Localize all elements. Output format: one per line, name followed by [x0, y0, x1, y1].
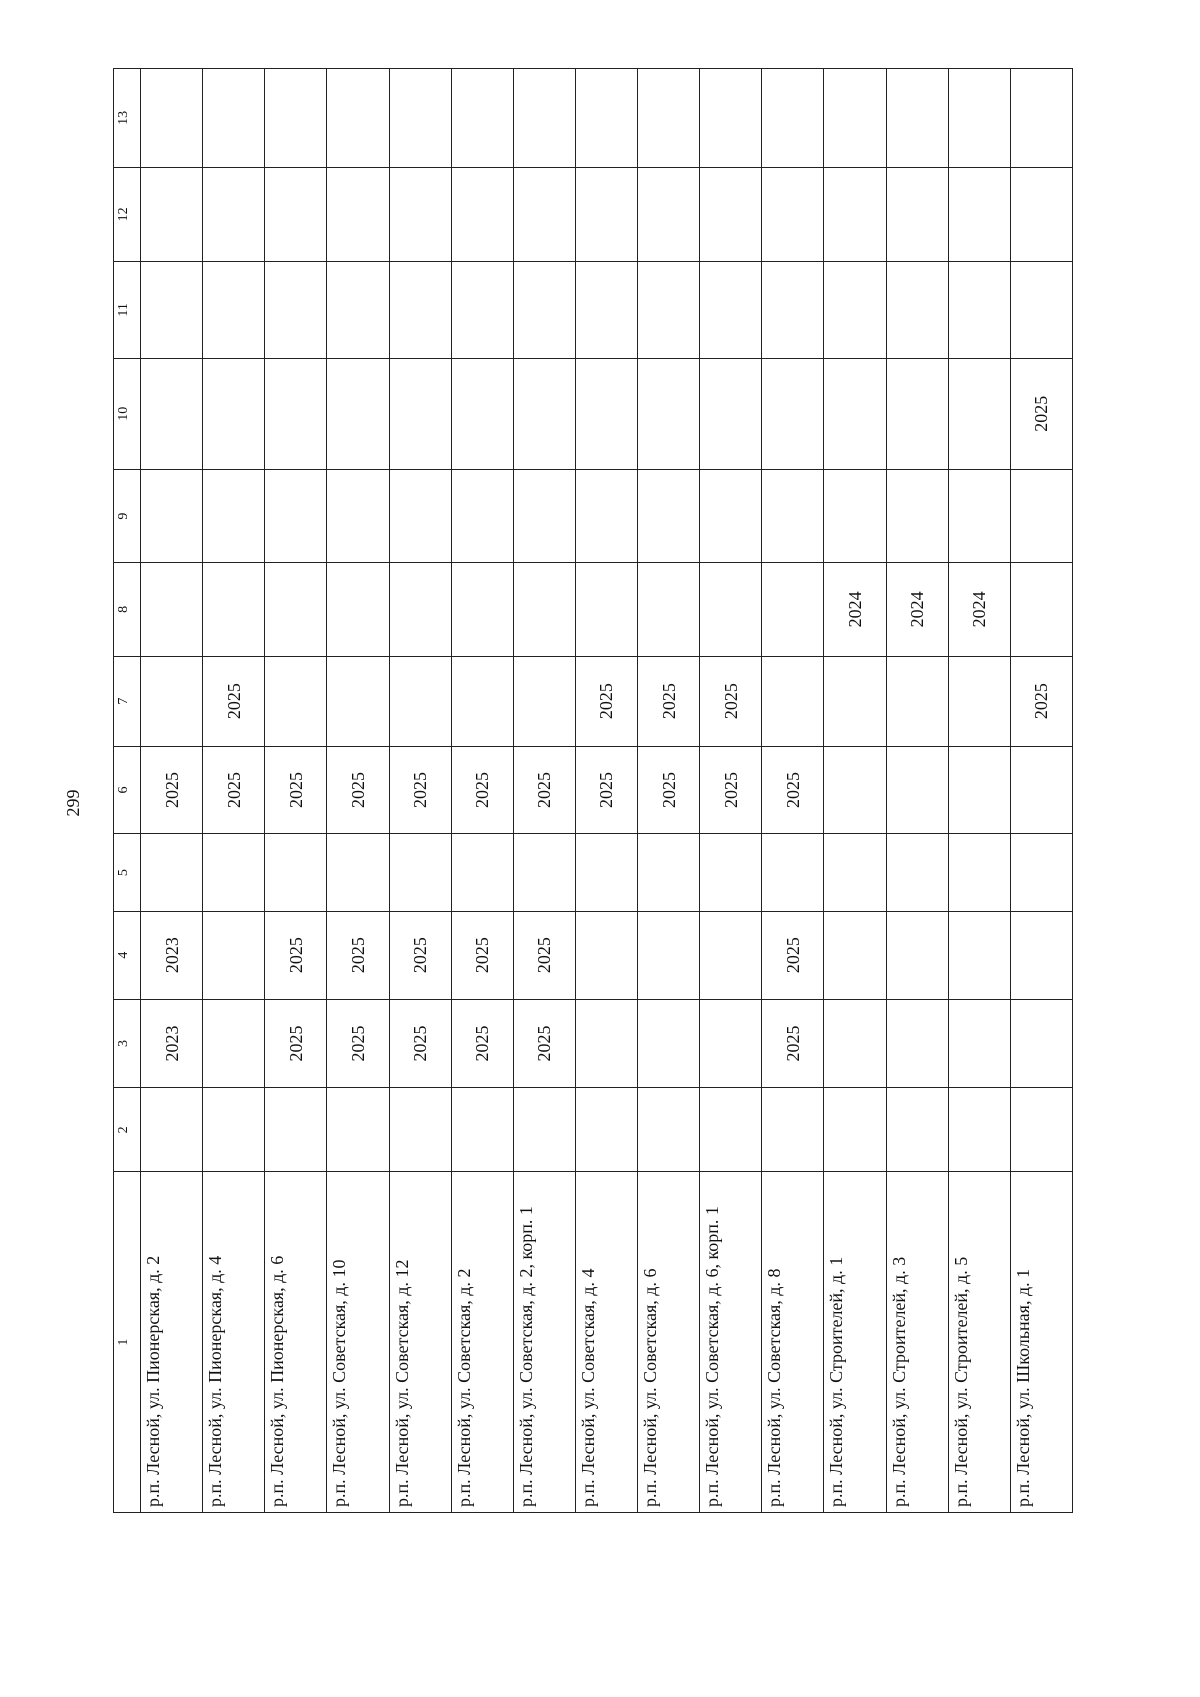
address-cell: р.п. Лесной, ул. Советская, д. 8	[762, 1172, 824, 1513]
year-cell-c10	[265, 358, 327, 469]
year-cell-c9	[1010, 470, 1072, 563]
address-cell: р.п. Лесной, ул. Пионерская, д. 4	[203, 1172, 265, 1513]
address-cell: р.п. Лесной, ул. Школьная, д. 1	[1010, 1172, 1072, 1513]
year-cell-c13	[389, 69, 451, 168]
year-cell-c3	[203, 999, 265, 1088]
year-cell-c9	[762, 470, 824, 563]
year-cell-c13	[327, 69, 389, 168]
table-row	[762, 69, 824, 1513]
year-cell-c3	[824, 999, 886, 1088]
year-cell-c6: 2025	[203, 746, 265, 834]
year-cell-c3	[575, 999, 637, 1088]
year-cell-c7	[389, 656, 451, 746]
year-cell-c10	[141, 358, 203, 469]
schedule-table	[113, 68, 1073, 1513]
year-cell-c13	[762, 69, 824, 168]
year-cell-c13	[1010, 69, 1072, 168]
year-cell-c9	[203, 470, 265, 563]
year-cell-c10	[700, 358, 762, 469]
year-cell-c9	[327, 470, 389, 563]
year-cell-c11	[948, 262, 1010, 358]
page-number: 299	[63, 789, 83, 817]
year-cell-c11	[203, 262, 265, 358]
year-cell-c2	[389, 1088, 451, 1172]
year-cell-c13	[203, 69, 265, 168]
header-row	[114, 69, 141, 1513]
year-cell-c9	[389, 470, 451, 563]
column-header-9: 9	[114, 470, 141, 563]
year-cell-c5	[327, 834, 389, 911]
year-cell-c6: 2025	[513, 746, 575, 834]
year-cell-c7	[513, 656, 575, 746]
table-row	[638, 69, 700, 1513]
year-cell-c5	[141, 834, 203, 911]
year-cell-c5	[575, 834, 637, 911]
year-cell-c6: 2025	[327, 746, 389, 834]
year-cell-c2	[638, 1088, 700, 1172]
year-cell-c11	[389, 262, 451, 358]
year-cell-c4: 2025	[513, 911, 575, 999]
table-row	[1010, 69, 1072, 1513]
year-cell-c7: 2025	[575, 656, 637, 746]
column-header-4: 4	[114, 911, 141, 999]
column-header-10: 10	[114, 358, 141, 469]
year-cell-c12	[824, 167, 886, 261]
year-cell-c8	[700, 563, 762, 656]
year-cell-c9	[513, 470, 575, 563]
year-cell-c12	[451, 167, 513, 261]
year-cell-c6: 2025	[762, 746, 824, 834]
year-cell-c9	[575, 470, 637, 563]
year-cell-c10	[762, 358, 824, 469]
year-cell-c6: 2025	[575, 746, 637, 834]
year-cell-c3: 2025	[389, 999, 451, 1088]
year-cell-c9	[451, 470, 513, 563]
year-cell-c6	[1010, 746, 1072, 834]
year-cell-c2	[513, 1088, 575, 1172]
address-cell: р.п. Лесной, ул. Пионерская, д. 2	[141, 1172, 203, 1513]
table-row	[513, 69, 575, 1513]
year-cell-c2	[1010, 1088, 1072, 1172]
year-cell-c11	[451, 262, 513, 358]
year-cell-c5	[451, 834, 513, 911]
year-cell-c10	[389, 358, 451, 469]
year-cell-c8	[1010, 563, 1072, 656]
address-cell: р.п. Лесной, ул. Советская, д. 6, корп. 1	[700, 1172, 762, 1513]
year-cell-c10	[327, 358, 389, 469]
year-cell-c9	[638, 470, 700, 563]
year-cell-c3: 2025	[265, 999, 327, 1088]
year-cell-c5	[203, 834, 265, 911]
year-cell-c13	[824, 69, 886, 168]
address-cell: р.п. Лесной, ул. Строителей, д. 5	[948, 1172, 1010, 1513]
table-row	[141, 69, 203, 1513]
year-cell-c11	[141, 262, 203, 358]
rotated-table-container	[113, 68, 1073, 1513]
year-cell-c3: 2023	[141, 999, 203, 1088]
column-header-13: 13	[114, 69, 141, 168]
year-cell-c3	[638, 999, 700, 1088]
year-cell-c4: 2025	[389, 911, 451, 999]
column-header-8: 8	[114, 563, 141, 656]
year-cell-c7	[451, 656, 513, 746]
address-cell: р.п. Лесной, ул. Советская, д. 2	[451, 1172, 513, 1513]
table-row	[327, 69, 389, 1513]
year-cell-c11	[513, 262, 575, 358]
year-cell-c8	[638, 563, 700, 656]
year-cell-c2	[700, 1088, 762, 1172]
year-cell-c13	[513, 69, 575, 168]
year-cell-c13	[886, 69, 948, 168]
table-row	[451, 69, 513, 1513]
year-cell-c2	[575, 1088, 637, 1172]
year-cell-c12	[389, 167, 451, 261]
year-cell-c11	[886, 262, 948, 358]
year-cell-c12	[762, 167, 824, 261]
year-cell-c10	[203, 358, 265, 469]
year-cell-c8	[141, 563, 203, 656]
table-row	[700, 69, 762, 1513]
year-cell-c7: 2025	[1010, 656, 1072, 746]
year-cell-c2	[203, 1088, 265, 1172]
year-cell-c2	[824, 1088, 886, 1172]
year-cell-c4	[575, 911, 637, 999]
year-cell-c6: 2025	[700, 746, 762, 834]
year-cell-c7	[886, 656, 948, 746]
year-cell-c12	[327, 167, 389, 261]
year-cell-c5	[265, 834, 327, 911]
year-cell-c5	[700, 834, 762, 911]
year-cell-c4: 2025	[451, 911, 513, 999]
year-cell-c8: 2024	[886, 563, 948, 656]
year-cell-c12	[886, 167, 948, 261]
year-cell-c6	[824, 746, 886, 834]
year-cell-c7	[824, 656, 886, 746]
year-cell-c8	[327, 563, 389, 656]
year-cell-c11	[762, 262, 824, 358]
year-cell-c11	[638, 262, 700, 358]
year-cell-c10	[824, 358, 886, 469]
year-cell-c5	[1010, 834, 1072, 911]
year-cell-c4	[886, 911, 948, 999]
year-cell-c11	[824, 262, 886, 358]
address-cell: р.п. Лесной, ул. Советская, д. 6	[638, 1172, 700, 1513]
year-cell-c10	[575, 358, 637, 469]
year-cell-c6	[886, 746, 948, 834]
year-cell-c7: 2025	[700, 656, 762, 746]
address-cell: р.п. Лесной, ул. Советская, д. 10	[327, 1172, 389, 1513]
year-cell-c8	[203, 563, 265, 656]
year-cell-c4	[948, 911, 1010, 999]
year-cell-c8	[513, 563, 575, 656]
address-cell: р.п. Лесной, ул. Советская, д. 2, корп. 1	[513, 1172, 575, 1513]
year-cell-c6: 2025	[141, 746, 203, 834]
year-cell-c11	[1010, 262, 1072, 358]
year-cell-c6: 2025	[389, 746, 451, 834]
year-cell-c11	[575, 262, 637, 358]
year-cell-c2	[327, 1088, 389, 1172]
year-cell-c10: 2025	[1010, 358, 1072, 469]
year-cell-c3: 2025	[762, 999, 824, 1088]
year-cell-c12	[513, 167, 575, 261]
year-cell-c13	[700, 69, 762, 168]
year-cell-c3: 2025	[327, 999, 389, 1088]
year-cell-c4	[203, 911, 265, 999]
year-cell-c7: 2025	[203, 656, 265, 746]
year-cell-c10	[451, 358, 513, 469]
year-cell-c12	[948, 167, 1010, 261]
year-cell-c12	[575, 167, 637, 261]
year-cell-c7	[762, 656, 824, 746]
year-cell-c5	[948, 834, 1010, 911]
year-cell-c9	[824, 470, 886, 563]
year-cell-c2	[451, 1088, 513, 1172]
year-cell-c10	[513, 358, 575, 469]
year-cell-c6: 2025	[638, 746, 700, 834]
column-header-12: 12	[114, 167, 141, 261]
year-cell-c4	[638, 911, 700, 999]
year-cell-c12	[638, 167, 700, 261]
year-cell-c4: 2023	[141, 911, 203, 999]
table-row	[824, 69, 886, 1513]
address-cell: р.п. Лесной, ул. Советская, д. 4	[575, 1172, 637, 1513]
column-header-1: 1	[114, 1172, 141, 1513]
year-cell-c4	[700, 911, 762, 999]
year-cell-c5	[824, 834, 886, 911]
year-cell-c13	[575, 69, 637, 168]
address-cell: р.п. Лесной, ул. Пионерская, д. 6	[265, 1172, 327, 1513]
table-row	[265, 69, 327, 1513]
year-cell-c10	[886, 358, 948, 469]
year-cell-c9	[886, 470, 948, 563]
year-cell-c5	[886, 834, 948, 911]
year-cell-c9	[141, 470, 203, 563]
year-cell-c3	[948, 999, 1010, 1088]
column-header-6: 6	[114, 746, 141, 834]
year-cell-c5	[762, 834, 824, 911]
year-cell-c5	[638, 834, 700, 911]
year-cell-c2	[948, 1088, 1010, 1172]
column-header-2: 2	[114, 1088, 141, 1172]
column-header-11: 11	[114, 262, 141, 358]
year-cell-c2	[886, 1088, 948, 1172]
year-cell-c12	[141, 167, 203, 261]
year-cell-c3	[886, 999, 948, 1088]
year-cell-c6: 2025	[265, 746, 327, 834]
year-cell-c13	[141, 69, 203, 168]
year-cell-c2	[141, 1088, 203, 1172]
year-cell-c5	[389, 834, 451, 911]
year-cell-c8	[451, 563, 513, 656]
year-cell-c2	[265, 1088, 327, 1172]
column-header-7: 7	[114, 656, 141, 746]
column-header-3: 3	[114, 999, 141, 1088]
year-cell-c12	[1010, 167, 1072, 261]
year-cell-c13	[948, 69, 1010, 168]
year-cell-c3	[1010, 999, 1072, 1088]
year-cell-c4: 2025	[327, 911, 389, 999]
year-cell-c9	[265, 470, 327, 563]
year-cell-c8	[389, 563, 451, 656]
year-cell-c8	[265, 563, 327, 656]
year-cell-c4: 2025	[762, 911, 824, 999]
year-cell-c8	[575, 563, 637, 656]
year-cell-c7	[265, 656, 327, 746]
year-cell-c7	[141, 656, 203, 746]
table-row	[948, 69, 1010, 1513]
year-cell-c12	[265, 167, 327, 261]
table-body	[114, 69, 1073, 1513]
year-cell-c12	[203, 167, 265, 261]
year-cell-c6: 2025	[451, 746, 513, 834]
table-row	[575, 69, 637, 1513]
table-row	[886, 69, 948, 1513]
year-cell-c2	[762, 1088, 824, 1172]
year-cell-c10	[948, 358, 1010, 469]
year-cell-c4	[824, 911, 886, 999]
year-cell-c7	[948, 656, 1010, 746]
year-cell-c7	[327, 656, 389, 746]
year-cell-c3: 2025	[513, 999, 575, 1088]
address-cell: р.п. Лесной, ул. Строителей, д. 1	[824, 1172, 886, 1513]
year-cell-c9	[948, 470, 1010, 563]
year-cell-c11	[265, 262, 327, 358]
year-cell-c13	[265, 69, 327, 168]
year-cell-c13	[451, 69, 513, 168]
year-cell-c8: 2024	[824, 563, 886, 656]
year-cell-c7: 2025	[638, 656, 700, 746]
year-cell-c5	[513, 834, 575, 911]
address-cell: р.п. Лесной, ул. Советская, д. 12	[389, 1172, 451, 1513]
year-cell-c11	[700, 262, 762, 358]
year-cell-c8: 2024	[948, 563, 1010, 656]
year-cell-c4	[1010, 911, 1072, 999]
year-cell-c6	[948, 746, 1010, 834]
year-cell-c11	[327, 262, 389, 358]
year-cell-c8	[762, 563, 824, 656]
year-cell-c10	[638, 358, 700, 469]
year-cell-c4: 2025	[265, 911, 327, 999]
address-cell: р.п. Лесной, ул. Строителей, д. 3	[886, 1172, 948, 1513]
column-header-5: 5	[114, 834, 141, 911]
year-cell-c13	[638, 69, 700, 168]
year-cell-c12	[700, 167, 762, 261]
year-cell-c9	[700, 470, 762, 563]
year-cell-c3	[700, 999, 762, 1088]
table-row	[203, 69, 265, 1513]
year-cell-c3: 2025	[451, 999, 513, 1088]
table-row	[389, 69, 451, 1513]
